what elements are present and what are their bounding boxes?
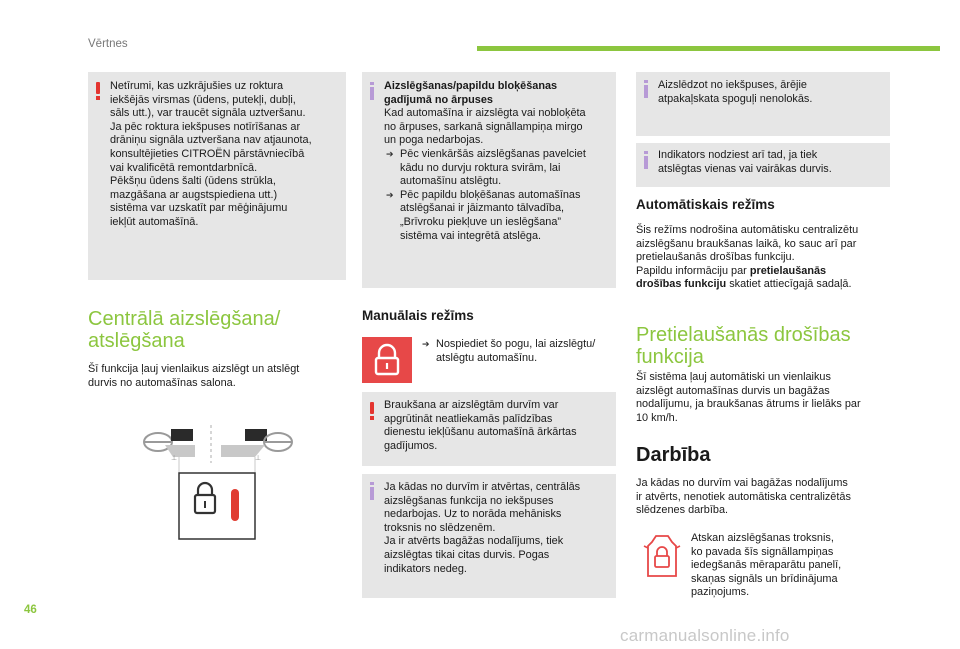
- info-i-icon: [368, 82, 376, 100]
- warning-box-dirt: [88, 72, 346, 280]
- info-box-line: un poga nedarbojas.: [384, 134, 484, 147]
- section-title-central-locking: Centrālā aizslēgšana/ atslēgšana: [88, 308, 281, 352]
- list-item: ➔ Pēc papildu bloķēšanas automašīnas atslēgšanai ir jāizmanto tālvadība, „Brīvroku piekļuve un ieslēgšana” sistēma vai integrētā atslēga.: [384, 189, 612, 243]
- operation-icon-text: Atskan aizslēgšanas troksnis, ko pavada šīs signāllampiņas iedegšanās mēraparātu panelī, skaņas signāls un brīdinājuma paziņojums.: [691, 532, 842, 599]
- info-i-icon: [368, 482, 376, 500]
- info-box-line: Kad automašīna ir aizslēgta vai nobloķēta: [384, 107, 586, 120]
- warning-line: Netīrumi, kas uzkrājušies uz roktura: [110, 80, 284, 92]
- section-title-anti-intrusion: Pretielaušanās drošības funkcija: [636, 324, 851, 368]
- chapter-title: Vērtnes: [88, 38, 128, 50]
- section-title-manual-mode: Manuālais režīms: [362, 308, 474, 323]
- section-title-automatic-mode: Automātiskais režīms: [636, 197, 775, 212]
- cross-reference: pretielaušanās: [749, 264, 827, 277]
- warning-line: iekļūt automašīnā.: [110, 215, 199, 228]
- warning-line: mazgāšana ar augstspiediena utt.): [110, 188, 278, 201]
- list-item: ➔ Pēc vienkāršās aizslēgšanas pavelciet kādu no durvju roktura svirām, lai automašīnu atslēgtu.: [384, 148, 612, 189]
- warning-line: apgrūtināt neatliekamās palīdzības: [384, 412, 553, 425]
- central-locking-intro: Šī funkcija ļauj vienlaikus aizslēgt un atslēgt durvis no automašīnas salona.: [88, 363, 300, 389]
- info-line: atpakaļskata spoguļi nenolokās.: [658, 92, 813, 105]
- operation-text: Ja kādas no durvīm vai bagāžas nodalījums ir atvērts, nenotiek automātiska centralizētās slēdzenes darbība.: [636, 477, 851, 517]
- section-title-operation: Darbība: [636, 444, 711, 466]
- warning-line: sistēma var uzskatīt par mēģinājumu: [110, 202, 288, 215]
- info-box-title: gadījumā no ārpuses: [384, 93, 493, 106]
- info-box-doors-open: [362, 474, 616, 598]
- info-box-indicator: [636, 143, 890, 187]
- info-i-icon: [642, 80, 650, 98]
- warning-exclamation-icon: [94, 82, 102, 100]
- info-line: Aizslēdzot no iekšpuses, ārējie: [658, 79, 807, 91]
- watermark: carmanualsonline.info: [620, 626, 790, 645]
- manual-mode-instruction: ➔ Nospiediet šo pogu, lai aizslēgtu/ atslēgtu automašīnu.: [420, 338, 620, 365]
- info-line: Ja ir atvērts bagāžas nodalījums, tiek: [384, 535, 564, 548]
- warning-line: iekšējās virsmas (ūdens, putekļi, dubļi,: [110, 93, 296, 106]
- chapter-accent-bar: [477, 46, 940, 51]
- anti-intrusion-text: Šī sistēma ļauj automātiski un vienlaikus aizslēgt automašīnas durvis un bagāžas nodalījumu, ja braukšanas ātrums ir lielāks par 10 km/h.: [636, 371, 861, 424]
- warning-box-driving-locked: [362, 392, 616, 466]
- svg-text:⊥: ⊥: [255, 454, 262, 462]
- cross-reference: drošības funkciju: [636, 278, 727, 291]
- info-line: Indikators nodziest arī tad, ja tiek: [658, 149, 818, 161]
- warning-line: Pēkšņu ūdens šalti (ūdens strūkla,: [110, 175, 276, 188]
- info-line: Ja kādas no durvīm ir atvērtas, centrālās: [384, 481, 581, 493]
- info-line: aizslēgtas tikai citas durvis. Pogas: [384, 548, 550, 561]
- warning-line: Braukšana ar aizslēgtām durvīm var: [384, 399, 559, 411]
- info-line: nedarbojas. Uz to norāda mehānisks: [384, 508, 562, 521]
- warning-line: konsultējieties CITROËN pārstāvniecībā: [110, 147, 305, 160]
- info-i-icon: [642, 151, 650, 169]
- info-box-external-lock: [362, 72, 616, 288]
- svg-text:⊥: ⊥: [171, 454, 178, 462]
- info-line: troksnis no slēdzenēm.: [384, 521, 496, 534]
- warning-line: dienestu iekļūšanu automašīnā ārkārtas: [384, 426, 577, 439]
- info-box-line: no ārpuses, sarkanā signāllampiņa mirgo: [384, 120, 583, 133]
- warning-line: gadījumos.: [384, 439, 438, 452]
- warning-exclamation-icon: [368, 402, 376, 420]
- info-box-title: Aizslēgšanas/papildu bloķēšanas: [384, 80, 558, 92]
- lock-button-icon: [362, 337, 412, 383]
- info-line: atslēgtas vienas vai vairākas durvis.: [658, 162, 832, 175]
- warning-line: vai kvalificētā remontdarbnīcā.: [110, 161, 258, 174]
- automatic-mode-text: Šis režīms nodrošina automātisku centralizētu aizslēgšanu braukšanas laikā, ko sauc arī par pretielaušanās drošības funkciju. Papildu informāciju par pretielaušanās drošības funkciju skatiet attiecīgajā sadaļā.: [636, 224, 859, 291]
- info-line: aizslēgšanas funkcija no iekšpuses: [384, 494, 554, 507]
- car-lock-warning-icon: [642, 532, 682, 580]
- warning-line: Ja pēc roktura iekšpuses notīrīšanas ar: [110, 120, 301, 133]
- page-number: 46: [24, 604, 37, 616]
- warning-line: drāniņu signāla uztveršana nav atjaunota,: [110, 134, 312, 147]
- info-line: indikators nedeg.: [384, 562, 467, 575]
- info-box-mirrors: [636, 72, 890, 136]
- dashboard-illustration: [135, 423, 300, 545]
- warning-line: sāls utt.), var traucēt signāla uztveršanu.: [110, 107, 306, 120]
- dashboard-lock-diagram: [135, 423, 300, 545]
